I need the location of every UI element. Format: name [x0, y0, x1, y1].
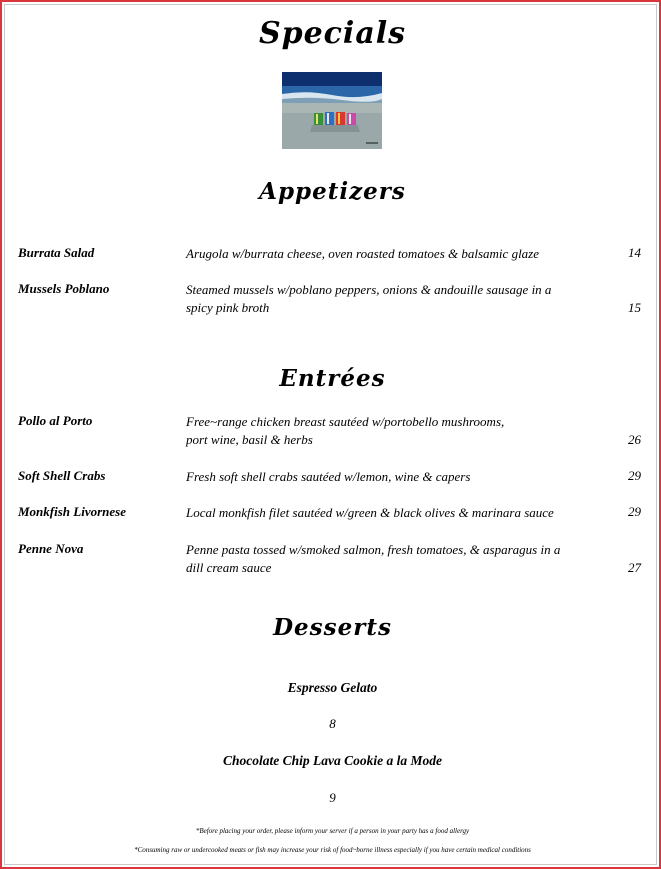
dessert-name: Chocolate Chip Lava Cookie a la Mode — [223, 753, 442, 768]
item-description-line: port wine, basil & herbs — [186, 432, 313, 447]
item-name: Soft Shell Crabs — [18, 468, 106, 483]
desserts-heading: Desserts — [273, 614, 392, 641]
item-description-line: spicy pink broth — [186, 300, 270, 315]
item-description — [186, 468, 598, 486]
item-price: 15 — [628, 300, 641, 315]
item-price: 14 — [628, 245, 641, 260]
item-description — [186, 413, 598, 449]
item-name: Mussels Poblano — [18, 281, 110, 296]
item-description — [186, 281, 598, 317]
item-price: 26 — [628, 432, 641, 447]
item-name: Burrata Salad — [18, 245, 95, 260]
dessert-price: 8 — [329, 716, 336, 731]
allergy-footnote: *Before placing your order, please inform your server if a person in your party has a food allergy — [195, 827, 470, 835]
item-description-line: Local monkfish filet sautéed w/green & black olives & marinara sauce — [186, 505, 554, 520]
item-price: 27 — [628, 560, 641, 575]
raw-food-footnote: *Consuming raw or undercooked meats or fish may increase your risk of food~borne illness especially if you have certain medical conditions — [134, 846, 531, 854]
item-description-line: Free~range chicken breast sautéed w/portobello mushrooms, — [186, 414, 505, 429]
item-name: Pollo al Porto — [18, 413, 93, 428]
item-name: Penne Nova — [18, 541, 84, 556]
appetizers-heading: Appetizers — [259, 178, 406, 205]
beach-chairs-image — [282, 72, 382, 149]
item-description-line: Arugola w/burrata cheese, oven roasted tomatoes & balsamic glaze — [186, 246, 540, 261]
page-title: Specials — [258, 16, 407, 51]
item-description-line: dill cream sauce — [186, 560, 272, 575]
item-description-line: Steamed mussels w/poblano peppers, onions & andouille sausage in a — [186, 282, 552, 297]
item-description — [186, 504, 598, 522]
item-description-line: Fresh soft shell crabs sautéed w/lemon, wine & capers — [186, 469, 471, 484]
beach-chairs-photo — [282, 72, 382, 149]
item-price: 29 — [628, 468, 641, 483]
entrees-heading: Entrées — [279, 365, 386, 392]
item-name: Monkfish Livornese — [18, 504, 126, 519]
dessert-name: Espresso Gelato — [287, 680, 378, 695]
item-description-line: Penne pasta tossed w/smoked salmon, fresh tomatoes, & asparagus in a — [186, 542, 561, 557]
item-description — [186, 245, 598, 263]
dessert-price: 9 — [329, 790, 336, 805]
item-price: 29 — [628, 504, 641, 519]
item-description — [186, 541, 598, 577]
